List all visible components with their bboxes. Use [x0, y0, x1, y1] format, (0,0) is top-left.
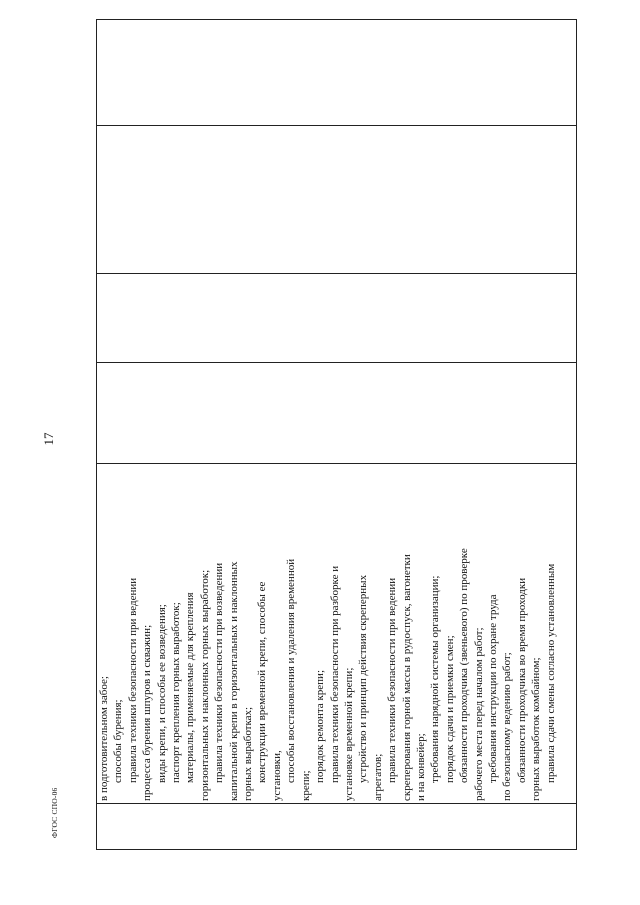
- table-cell-empty: [97, 363, 577, 464]
- text-line: обязанности проходчика (звеньевого) по проверке: [458, 548, 471, 783]
- text-line: обязанности проходчика во время проходки: [515, 577, 528, 783]
- knowledge-text-cell: [97, 464, 577, 804]
- text-line: агрегатов;: [371, 753, 384, 801]
- text-line: капитальной крепи в горизонтальных и наклонных: [227, 561, 240, 801]
- page-number: 17: [41, 432, 56, 446]
- text-line: материалы, применяемые для крепления: [184, 592, 197, 783]
- footer-code: ФГОС СПО-06: [50, 787, 59, 838]
- text-line: порядок сдачи и приемки смен;: [443, 635, 456, 783]
- text-line: виды крепи, и способы ее возведения;: [155, 604, 168, 783]
- table-cell-empty: [97, 274, 577, 363]
- table-cell-empty: [97, 804, 577, 850]
- text-line: требования инструкции по охране труда: [486, 594, 499, 783]
- table-cell-empty: [97, 20, 577, 126]
- text-line: способы восстановления и удаления временной: [285, 558, 298, 783]
- text-line: горизонтальных и наклонных горных выработок;: [198, 569, 211, 801]
- text-line: правила техники безопасности при ведении: [126, 577, 139, 783]
- text-line: требования нарядной системы организации;: [429, 575, 442, 783]
- text-line: установке временной крепи;: [342, 667, 355, 801]
- text-line: по безопасному ведению работ;: [501, 652, 514, 801]
- text-line: правила техники безопасности при возведении: [213, 562, 226, 783]
- text-line: паспорт крепления горных выработок;: [170, 602, 183, 783]
- table-cell-empty: [97, 126, 577, 274]
- text-line: конструкции временной крепи, способы ее: [256, 581, 269, 783]
- text-line: и на конвейер;: [414, 733, 427, 801]
- text-line: правила техники безопасности при разборке и: [328, 565, 341, 783]
- text-line: в подготовительном забое;: [98, 676, 110, 801]
- text-line: установки,: [270, 750, 283, 801]
- text-line: правила техники безопасности при ведении: [386, 577, 399, 783]
- text-line: крепи;: [299, 770, 312, 801]
- text-line: правила сдачи смены согласно установленным: [544, 563, 557, 783]
- competency-table: [96, 19, 577, 850]
- text-line: порядок ремонта крепи;: [314, 670, 327, 783]
- knowledge-lines: [97, 466, 558, 801]
- text-line: способы бурения;: [112, 699, 125, 783]
- text-line: процесса бурения шпуров и скважин;: [141, 624, 154, 801]
- text-line: горных выработках;: [242, 706, 255, 801]
- text-line: скреперования горной массы в рудоспуск, вагонетки: [400, 554, 413, 801]
- text-line: устройство и принцип действия скреперных: [357, 574, 370, 783]
- text-line: рабочего места перед началом работ;: [472, 627, 485, 801]
- text-line: горных выработок комбайном;: [530, 657, 543, 801]
- rotated-table: [96, 30, 577, 850]
